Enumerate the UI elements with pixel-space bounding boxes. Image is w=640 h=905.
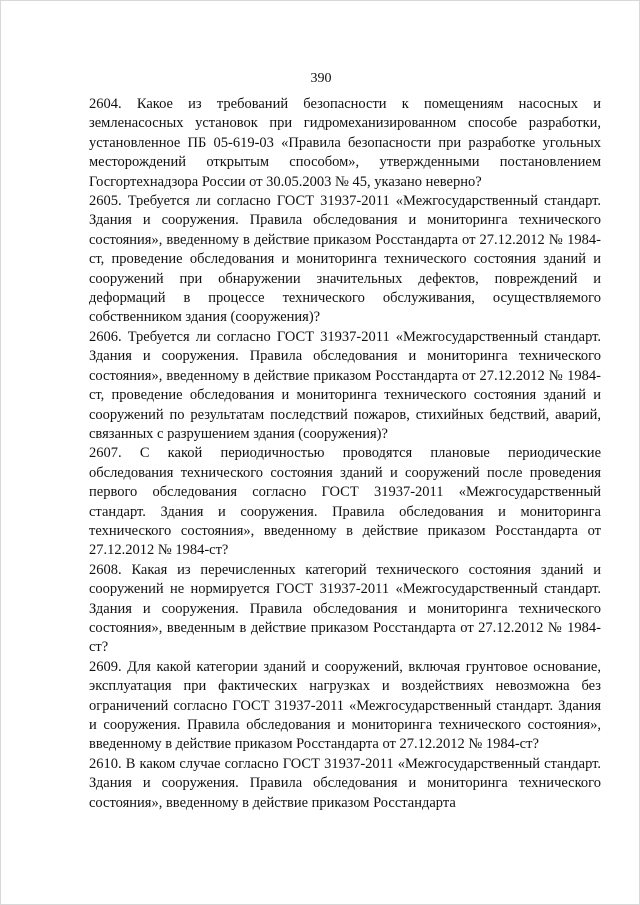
question-2605: 2605. Требуется ли согласно ГОСТ 31937-2011 «Межгосударственный стандарт. Здания и сооружения. Правила обследования и мониторинга технического состояния», введенному в действие приказом Росстандарта от 27.12.2012 № 1984-ст, проведение обследования и мониторинга технического состояния зданий и сооружений при обнаружении значительных дефектов, повреждений и деформаций в процессе технического обслуживания, осуществляемого собственником здания (сооружения)? [89, 193, 601, 326]
question-2604: 2604. Какое из требований безопасности к помещениям насосных и земленасосных установок при гидромеханизированном способе разработки, установленное ПБ 05-619-03 «Правила безопасности при разработке угольных месторождений открытым способом», утвержденными постановлением Госгортехнадзора России от 30.05.2003 № 45, указано неверно? [89, 96, 601, 190]
question-2608: 2608. Какая из перечисленных категорий технического состояния зданий и сооружений не нормируется ГОСТ 31937-2011 «Межгосударственный стандарт. Здания и сооружения. Правила обследования и мониторинга технического состояния», введенным в действие приказом Росстандарта от 27.12.2012 № 1984-ст? [89, 561, 601, 656]
question-2609: 2609. Для какой категории зданий и сооружений, включая грунтовое основание, эксплуатация при фактических нагрузках и воздействиях невозможна без ограничений согласно ГОСТ 31937-2011 «Межгосударственный стандарт. Здания и сооружения. Правила обследования и мониторинга технического состояния», введенному в действие приказом Росстандарта от 27.12.2012 № 1984-ст? [89, 658, 601, 753]
question-2606: 2606. Требуется ли согласно ГОСТ 31937-2011 «Межгосударственный стандарт. Здания и сооружения. Правила обследования и мониторинга технического состояния», введенному в действие приказом Росстандарта от 27.12.2012 № 1984-ст, проведение обследования и мониторинга технического состояния зданий и сооружений по результатам последствий пожаров, стихийных бедствий, аварий, связанных с разрушением здания (сооружения)? [89, 328, 601, 442]
page-number: 390 [310, 71, 332, 86]
question-2607: 2607. С какой периодичностью проводятся плановые периодические обследования технического состояния зданий и сооружений после проведения первого обследования согласно ГОСТ 31937-2011 «Межгосударственный стандарт. Здания и сооружения. Правила обследования и мониторинга технического состояния», введенному в действие приказом Росстандарта от 27.12.2012 № 1984-ст? [89, 445, 601, 559]
question-2610: 2610. В каком случае согласно ГОСТ 31937-2011 «Межгосударственный стандарт. Здания и сооружения. Правила обследования и мониторинга технического состояния», введенному в действие приказом Росстандарта [89, 755, 601, 811]
questions-list [89, 95, 601, 813]
